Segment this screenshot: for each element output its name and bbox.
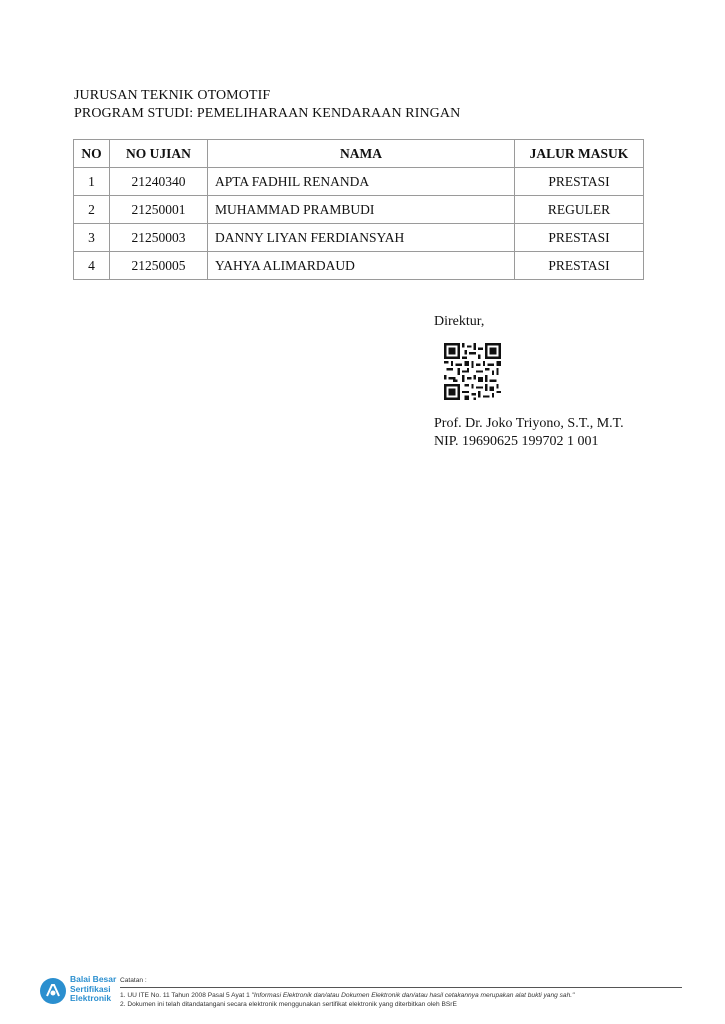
- cell-jalur-masuk: REGULER: [515, 196, 644, 224]
- signatory-block: [434, 415, 624, 451]
- bsre-logo-line: Sertifikasi: [70, 983, 111, 994]
- table-row: [74, 224, 644, 252]
- signatory-title: Direktur,: [434, 314, 485, 329]
- cell-no: 2: [74, 196, 110, 224]
- table-row: [74, 196, 644, 224]
- cell-no: 1: [74, 168, 110, 196]
- bsre-logo-text: [70, 975, 116, 1004]
- signatory-nip: NIP. 19690625 199702 1 001: [434, 434, 599, 449]
- notes-title: Catatan :: [120, 977, 147, 984]
- cell-jalur-masuk: PRESTASI: [515, 168, 644, 196]
- qr-code-icon: [444, 343, 501, 400]
- note-2: 2. Dokumen ini telah ditandatangani secara elektronik menggunakan sertifikat elektronik yang diterbitkan oleh BSrE: [120, 1001, 457, 1008]
- cell-no-ujian: 21250003: [110, 224, 208, 252]
- note-1: [120, 991, 690, 1000]
- signature-block: [434, 313, 484, 331]
- student-table: [73, 139, 644, 280]
- cell-nama: YAHYA ALIMARDAUD: [208, 252, 515, 280]
- header-jalur-masuk: JALUR MASUK: [515, 140, 644, 168]
- document-heading: [74, 87, 460, 123]
- cell-no-ujian: 21250001: [110, 196, 208, 224]
- note-1-prefix: 1. UU ITE No. 11 Tahun 2008 Pasal 5 Ayat 1: [120, 992, 252, 999]
- header-nama: NAMA: [208, 140, 515, 168]
- bsre-logo-icon: [38, 976, 68, 1006]
- header-no: NO: [74, 140, 110, 168]
- cell-no: 4: [74, 252, 110, 280]
- cell-nama: APTA FADHIL RENANDA: [208, 168, 515, 196]
- bsre-logo-line: Balai Besar: [70, 974, 117, 984]
- table-row: [74, 168, 644, 196]
- bsre-logo-line: Elektronik: [70, 993, 112, 1003]
- notes-divider: [120, 987, 682, 988]
- note-1-quote: "Informasi Elektronik dan/atau Dokumen Elektronik dan/atau hasil cetakannya merupakan alat bukti yang sah.": [251, 992, 575, 999]
- table-header-row: [74, 140, 644, 168]
- header-no-ujian: NO UJIAN: [110, 140, 208, 168]
- study-program: PROGRAM STUDI: PEMELIHARAAN KENDARAAN RINGAN: [74, 106, 461, 121]
- cell-jalur-masuk: PRESTASI: [515, 252, 644, 280]
- cell-no: 3: [74, 224, 110, 252]
- cell-no-ujian: 21240340: [110, 168, 208, 196]
- table-row: [74, 252, 644, 280]
- cell-nama: MUHAMMAD PRAMBUDI: [208, 196, 515, 224]
- signatory-name: Prof. Dr. Joko Triyono, S.T., M.T.: [434, 416, 624, 431]
- cell-no-ujian: 21250005: [110, 252, 208, 280]
- cell-nama: DANNY LIYAN FERDIANSYAH: [208, 224, 515, 252]
- footer-notes: [120, 976, 690, 1009]
- department-name: JURUSAN TEKNIK OTOMOTIF: [74, 88, 271, 103]
- cell-jalur-masuk: PRESTASI: [515, 224, 644, 252]
